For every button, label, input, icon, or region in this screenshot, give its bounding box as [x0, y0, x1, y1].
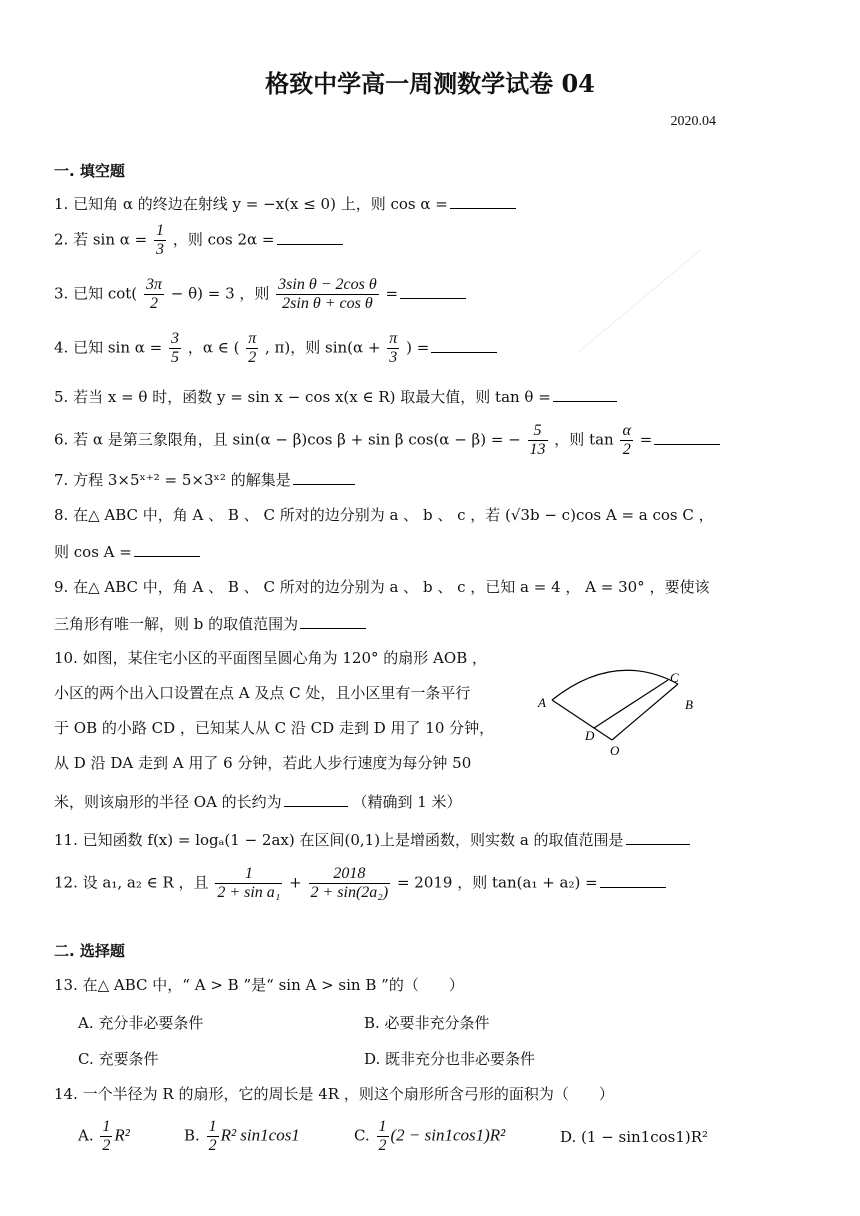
- fraction-denominator: 2: [248, 349, 257, 366]
- fraction-denominator: 2: [378, 1137, 387, 1154]
- question-4-text: 4. 已知 sin α =: [54, 338, 163, 357]
- option-label: B.: [184, 1126, 200, 1145]
- question-13-option-d: D. 既非充分也非必要条件: [364, 1050, 536, 1068]
- fraction-numerator: π: [248, 330, 257, 347]
- exam-date: 2020.04: [670, 114, 716, 129]
- section-fill-in-heading: 一. 填空题: [54, 162, 125, 180]
- fraction-numerator: 1: [102, 1118, 111, 1135]
- question-14-option-a: [78, 1118, 130, 1155]
- radius-oa: [552, 700, 612, 740]
- watermark: [578, 249, 701, 353]
- label-b: B: [685, 697, 693, 712]
- question-13-option-a: A. 充分非必要条件: [78, 1014, 204, 1032]
- answer-blank-8: [134, 540, 200, 557]
- question-9-line-2: [54, 612, 366, 634]
- fraction-numerator: 1: [378, 1118, 387, 1135]
- question-6-text-mid: ，则 tan: [554, 430, 614, 449]
- fraction: [620, 422, 632, 459]
- question-10-line-1: 10. 如图，某住宅小区的平面图呈圆心角为 120° 的扇形 AOB ，: [54, 649, 487, 667]
- option-expression: R²: [114, 1125, 130, 1145]
- question-4-text-end: ) =: [406, 338, 430, 357]
- question-14-option-d: D. (1 − sin1cos1)R²: [560, 1128, 709, 1146]
- question-10-text-end: （精确到 1 米）: [352, 793, 462, 811]
- fraction-numerator: α: [622, 422, 631, 439]
- question-3-text-end: =: [385, 284, 399, 303]
- question-2-text: 2. 若 sin α =: [54, 230, 148, 249]
- option-expression: (2 − sin1cos1)R²: [390, 1125, 506, 1145]
- fraction: [309, 865, 391, 902]
- question-10-line-2: 小区的两个出入口设置在点 A 及点 C 处，且小区里有一条平行: [54, 684, 471, 702]
- fraction-numerator: 2018: [309, 865, 391, 884]
- question-4-text-mid2: , π)，则 sin(α +: [265, 338, 381, 357]
- question-10-line-4: 从 D 沿 DA 走到 A 用了 6 分钟，若此人步行速度为每分钟 50: [54, 754, 472, 772]
- answer-blank-10: [284, 790, 348, 807]
- fraction-numerator: 1: [156, 222, 165, 239]
- fraction: [215, 865, 282, 902]
- fraction: [387, 330, 399, 367]
- question-7-text: 7. 方程 3×5ˣ⁺² = 5×3ˣ² 的解集是: [54, 471, 291, 489]
- question-1: [54, 192, 516, 214]
- sector-figure: [530, 660, 710, 760]
- question-8-line-2: [54, 540, 200, 562]
- option-label: C.: [354, 1126, 370, 1145]
- question-9-line-1: 9. 在△ ABC 中，角 A 、 B 、 C 所对的边分别为 a 、 b 、 c ，已知 a = 4 ， A = 30° ，要使该: [54, 578, 710, 596]
- question-6: [54, 422, 720, 459]
- question-8-line-1: 8. 在△ ABC 中，角 A 、 B 、 C 所对的边分别为 a 、 b 、 c ，若 (√3b − c)cos A = a cos C ，: [54, 506, 714, 524]
- fraction: [100, 1118, 112, 1155]
- question-13-stem: 13. 在△ ABC 中，“ A > B ”是“ sin A > sin B ”的（ ）: [54, 976, 464, 994]
- question-2: [54, 222, 343, 259]
- answer-blank-7: [293, 468, 355, 485]
- question-13-option-c: C. 充要条件: [78, 1050, 159, 1068]
- answer-blank-5: [553, 385, 617, 402]
- fraction-denominator: 2 + sin(2a₂): [310, 884, 389, 901]
- fraction-numerator: 5: [528, 422, 548, 441]
- fraction-denominator: 2: [149, 295, 158, 312]
- answer-blank-3: [400, 282, 466, 299]
- question-10-line-3: 于 OB 的小路 CD ，已知某人从 C 沿 CD 走到 D 用了 10 分钟，: [54, 719, 495, 737]
- fraction-numerator: 3sin θ − 2cos θ: [278, 276, 377, 293]
- label-a: A: [538, 695, 546, 710]
- question-13-option-b: B. 必要非充分条件: [364, 1014, 490, 1032]
- answer-blank-6: [654, 428, 720, 445]
- fraction-numerator: 1: [208, 1118, 217, 1135]
- question-10-line-5: [54, 790, 462, 812]
- question-6-text-end: =: [639, 430, 653, 449]
- fraction-denominator: 2: [102, 1137, 111, 1154]
- label-o: O: [610, 743, 620, 758]
- fraction: [276, 276, 379, 313]
- question-14-stem: 14. 一个半径为 R 的扇形，它的周长是 4R ，则这个扇形所含弓形的面积为（ ）: [54, 1085, 614, 1103]
- answer-blank-9: [300, 612, 366, 629]
- question-12-text-end: = 2019 ，则 tan(a₁ + a₂) =: [396, 873, 598, 892]
- question-7: [54, 468, 355, 490]
- fraction-denominator: 2: [622, 441, 631, 458]
- fraction: [528, 422, 548, 459]
- radius-ob: [612, 684, 678, 740]
- question-12: [54, 865, 666, 902]
- fraction-denominator: 5: [171, 349, 180, 366]
- fraction-numerator: 3π: [145, 276, 162, 293]
- answer-blank-1: [450, 192, 516, 209]
- question-11: [54, 828, 690, 850]
- question-3-text-mid: − θ) = 3 ，则: [170, 284, 270, 303]
- fraction-denominator: 2: [208, 1137, 217, 1154]
- question-3-text: 3. 已知 cot(: [54, 284, 138, 303]
- question-5-text: 5. 若当 x = θ 时，函数 y = sin x − cos x(x ∈ R) 取最大值，则 tan θ =: [54, 388, 551, 406]
- label-c: C: [670, 670, 679, 685]
- option-expression: R² sin1cos1: [220, 1125, 300, 1145]
- question-8-text: 则 cos A =: [54, 543, 132, 561]
- fraction-denominator: 2sin θ + cos θ: [282, 295, 373, 312]
- question-14-option-c: [354, 1118, 505, 1155]
- question-10-text: 米，则该扇形的半径 OA 的长约为: [54, 793, 282, 811]
- fraction-numerator: π: [389, 330, 398, 347]
- question-11-text: 11. 已知函数 f(x) = logₐ(1 − 2ax) 在区间(0,1)上是增函数，则实数 a 的取值范围是: [54, 831, 624, 849]
- question-6-text: 6. 若 α 是第三象限角，且 sin(α − β)cos β + sin β cos(α − β) = −: [54, 430, 521, 449]
- fraction-denominator: 3: [389, 349, 398, 366]
- question-14-option-b: [184, 1118, 300, 1155]
- question-5: [54, 385, 617, 407]
- fraction-denominator: 3: [156, 241, 165, 258]
- fraction: [246, 330, 258, 367]
- fraction-denominator: 2 + sin a₁: [217, 884, 281, 901]
- fraction: [154, 222, 166, 259]
- fraction: [207, 1118, 219, 1155]
- label-d: D: [585, 728, 595, 743]
- answer-blank-4: [431, 336, 497, 353]
- page-title: 格致中学高一周测数学试卷 04: [265, 69, 595, 98]
- fraction: [377, 1118, 389, 1155]
- question-9-text: 三角形有唯一解，则 b 的取值范围为: [54, 615, 299, 633]
- section-choice-heading: 二. 选择题: [54, 942, 125, 960]
- option-label: A.: [78, 1126, 94, 1145]
- question-12-text: 12. 设 a₁, a₂ ∈ R ，且: [54, 873, 209, 892]
- plus-sign: +: [289, 873, 302, 892]
- fraction-numerator: 1: [215, 865, 282, 884]
- answer-blank-11: [626, 828, 690, 845]
- answer-blank-2: [277, 228, 343, 245]
- question-4-text-mid: ，α ∈ (: [187, 338, 240, 357]
- question-2-text-end: ，则 cos 2α =: [172, 230, 275, 249]
- answer-blank-12: [600, 871, 666, 888]
- question-3: [54, 276, 466, 313]
- question-4: [54, 330, 497, 367]
- fraction-numerator: 3: [171, 330, 180, 347]
- fraction: [144, 276, 164, 313]
- fraction-denominator: 13: [529, 441, 546, 458]
- fraction: [169, 330, 181, 367]
- question-1-text: 1. 已知角 α 的终边在射线 y = −x(x ≤ 0) 上，则 cos α =: [54, 195, 448, 213]
- path-cd: [594, 680, 668, 728]
